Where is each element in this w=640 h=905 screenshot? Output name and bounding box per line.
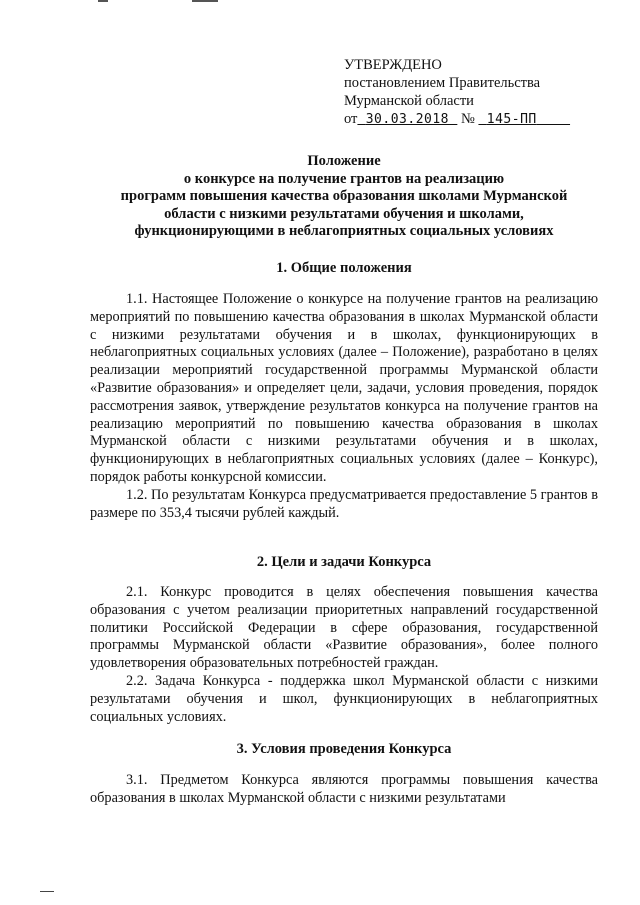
title-line: области с низкими результатами обучения и школами,: [164, 205, 524, 222]
from-prefix: от: [344, 111, 358, 127]
section-heading: 1. Общие положения: [276, 260, 412, 276]
scan-mark: [192, 0, 218, 2]
scan-mark: [40, 891, 54, 892]
title-line: функционирующими в неблагоприятных социальных условиях: [134, 223, 554, 239]
region-label: Мурманской области: [344, 93, 474, 109]
section-body: [90, 291, 598, 522]
document-title: [84, 153, 604, 241]
section-heading: 2. Цели и задачи Конкурса: [256, 554, 432, 570]
title-line: Положение: [307, 153, 381, 169]
approval-stamp: [344, 56, 570, 129]
decree-date: 30.03.2018: [365, 112, 450, 127]
title-line: о конкурсе на получение грантов на реализацию: [183, 170, 505, 187]
paragraph: 2.1. Конкурс проводится в целях обеспечения повышения качества образования с учетом реализации приоритетных направлений государственной политики Российской Федерации в сфере образования, государственной программы Мурманской области «Развитие образования», более полного удовлетворения образовательных потребностей граждан.: [90, 584, 598, 672]
paragraph: 1.1. Настоящее Положение о конкурсе на получение грантов на реализацию мероприятий по повышению качества образования в школах Мурманской области с низкими результатами обучения и в школах, функционирующих в неблагоприятных социальных условиях (далее – Положение), разработано в целях реализации мероприятий государственной программы Мурманской области «Развитие образования» и определяет цели, задачи, условия проведения, порядок рассмотрения заявок, утверждение результатов конкурса на получение грантов на реализацию мероприятий по повышению качества образования в школах Мурманской области с низкими результатами обучения и в школах, функционирующих в неблагоприятных социальных условиях (далее – Конкурс), порядок работы конкурсной комиссии.: [90, 291, 598, 485]
number-prefix: №: [460, 111, 475, 127]
scan-mark: [98, 0, 108, 2]
section-body: [90, 772, 598, 808]
approved-label: УТВЕРЖДЕНО: [344, 57, 442, 73]
paragraph: 3.1. Предметом Конкурса являются программы повышения качества образования в школах Мурманской области с низкими результатами: [90, 772, 598, 806]
paragraph: 1.2. По результатам Конкурса предусматривается предоставление 5 грантов в размере по 353,4 тысячи рублей каждый.: [90, 486, 598, 521]
decree-label: постановлением Правительства: [344, 75, 541, 91]
title-line: программ повышения качества образования школами Мурманской: [120, 188, 568, 204]
section-body: [90, 584, 598, 726]
section-heading: 3. Условия проведения Конкурса: [236, 741, 452, 757]
paragraph: 2.2. Задача Конкурса - поддержка школ Мурманской области с низкими результатами обучения и школ, функционирующих в неблагоприятных социальных условиях.: [90, 672, 598, 725]
decree-number: 145-ПП: [486, 112, 537, 127]
decree-date-number: [344, 110, 570, 129]
